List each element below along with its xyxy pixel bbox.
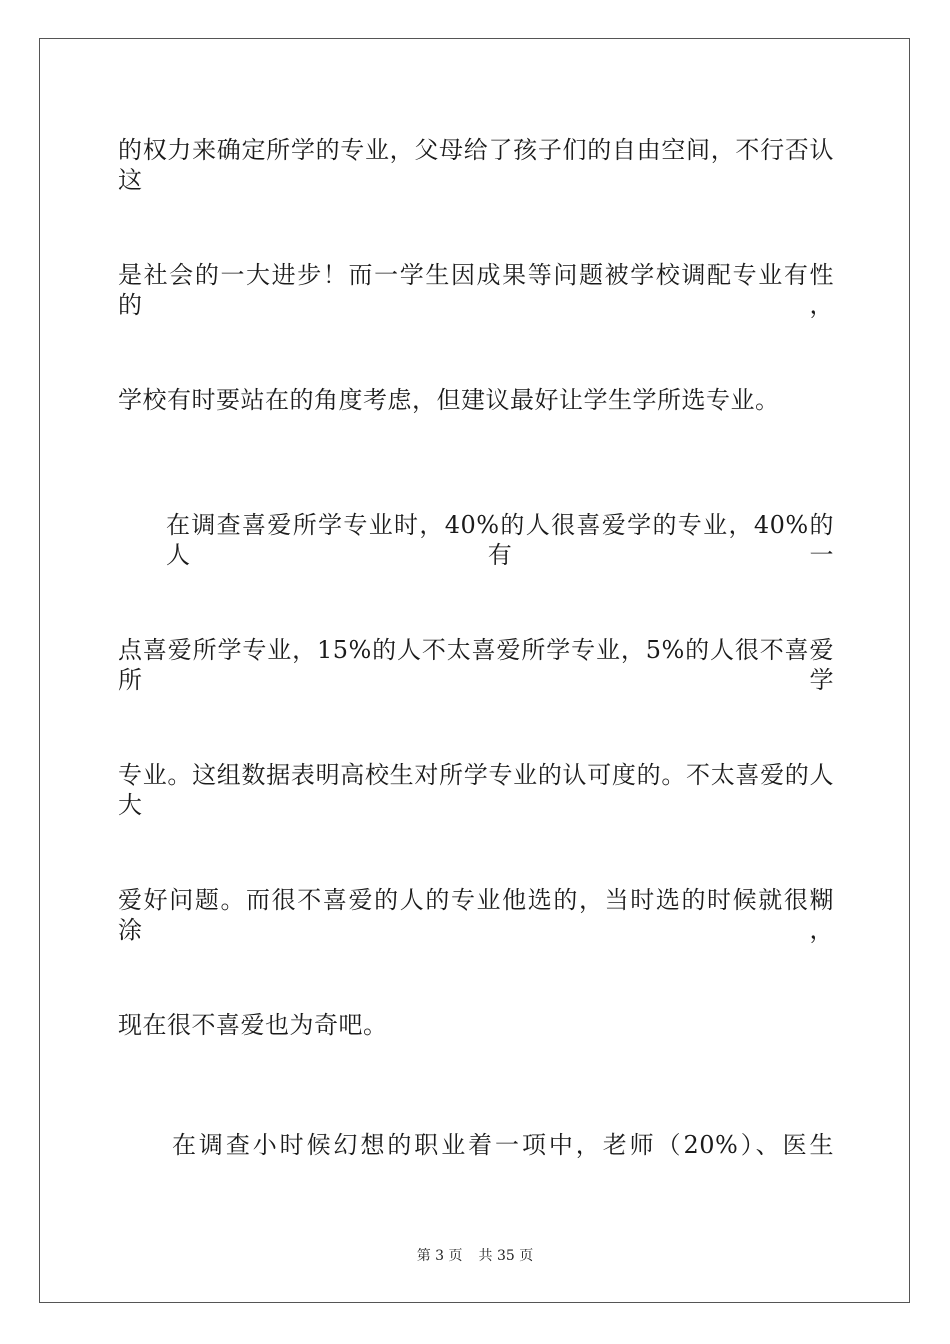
total-pages: 共 35 页 (478, 1248, 534, 1264)
page-footer (0, 1247, 950, 1265)
text-line: 爱好问题。而很不喜爱的人的专业他选的，当时选的时候就很糊涂， (118, 886, 834, 944)
text-line: 的权力来确定所学的专业，父母给了孩子们的自由空间，不行否认这 (118, 136, 834, 194)
text-line: 点喜爱所学专业，15%的人不太喜爱所学专业，5%的人很不喜爱所学 (118, 636, 834, 694)
page-number: 第 3 页 (416, 1248, 463, 1264)
text-line: 专业。这组数据表明高校生对所学专业的认可度的。不太喜爱的人大 (118, 761, 834, 819)
text-line: 在调查喜爱所学专业时，40%的人很喜爱学的专业，40%的人有一 (166, 511, 834, 569)
text-line: 现在很不喜爱也为奇吧。 (118, 1011, 388, 1039)
text-line: 学校有时要站在的角度考虑，但建议最好让学生学所选专业。 (118, 386, 780, 414)
text-line: 是社会的一大进步！而一学生因成果等问题被学校调配专业有性的， (118, 261, 834, 319)
text-line: 在调查小时候幻想的职业着一项中，老师（20%）、医生 (172, 1131, 834, 1159)
